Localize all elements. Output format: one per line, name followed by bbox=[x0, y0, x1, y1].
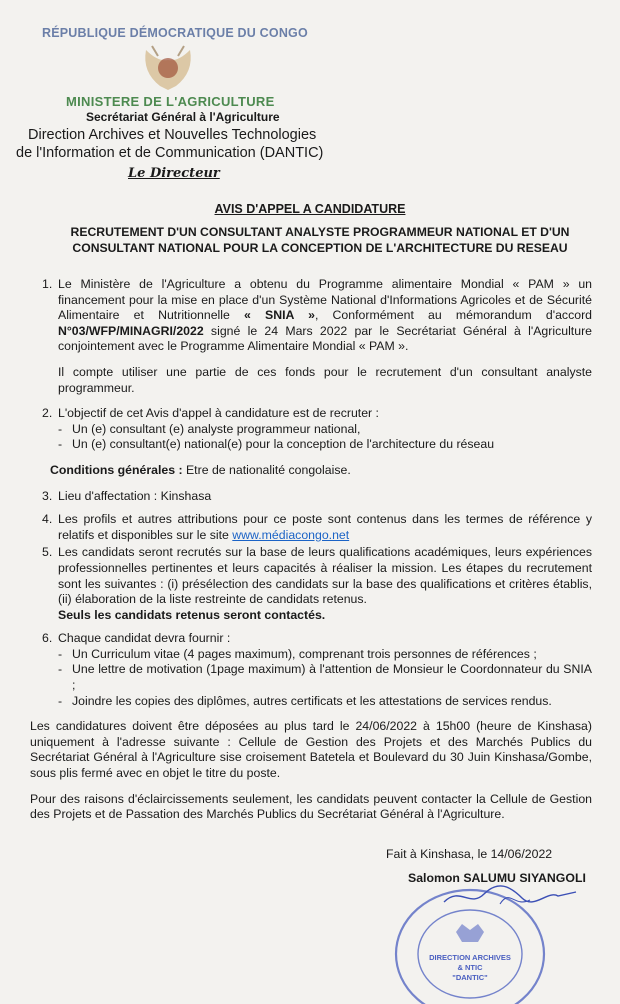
item-text: Le Ministère de l'Agriculture a obtenu du Programme alimentaire Mondial « PAM » un financement pour la mise en place d'un Système National d'Informations Agricoles et de Sécurité Alimentaire et Nutritionnelle bbox=[58, 277, 592, 323]
list-item-1 bbox=[30, 277, 592, 355]
coat-of-arms-icon bbox=[138, 42, 198, 92]
sub-item: - Un (e) consultant (e) analyste programmeur national, bbox=[58, 422, 592, 438]
notice-body bbox=[30, 277, 592, 831]
stamp-line-2: & NTIC bbox=[457, 963, 483, 972]
item-number: 1. bbox=[42, 277, 53, 291]
item-text: , Conformément au mémorandum d'accord bbox=[314, 308, 592, 323]
direction-line-2: de l'Information et de Communication (DANTIC) bbox=[16, 145, 324, 161]
snia-label: « SNIA » bbox=[244, 308, 315, 323]
item-bold-note: Seuls les candidats retenus seront contactés. bbox=[58, 607, 326, 622]
republic-name: RÉPUBLIQUE DÉMOCRATIQUE DU CONGO bbox=[42, 26, 308, 40]
sub-item: - Un (e) consultant(e) national(e) pour la conception de l'architecture du réseau bbox=[58, 437, 592, 453]
item-number: 3. bbox=[42, 488, 53, 503]
item-text: Chaque candidat devra fournir : bbox=[58, 631, 231, 646]
item-text: Lieu d'affectation : Kinshasa bbox=[58, 488, 212, 503]
list-item-2 bbox=[30, 406, 592, 453]
place-date: Fait à Kinshasa, le 14/06/2022 bbox=[386, 847, 553, 861]
item-text: signé le 24 Mars 2022 par le Secrétariat Général à l'Agriculture conjointement avec le Programme Alimentaire Mondial « PAM ». bbox=[58, 323, 592, 354]
memorandum-ref: N°03/WFP/MINAGRI/2022 bbox=[58, 323, 204, 338]
item-text: Les candidats seront recrutés sur la base de leurs qualifications académiques, leurs expériences professionnelles pertinentes et leurs capacités à réaliser la mission. Les étapes du recrutement sont les suivantes : (i) présélection des candidats sur la base des qualifications et critères établis, (ii) élaboration de la liste restreinte de candidats retenus. bbox=[58, 545, 592, 607]
website-link[interactable]: www.médiacongo.net bbox=[232, 527, 350, 542]
signer-name: Salomon SALUMU SIYANGOLI bbox=[408, 871, 586, 885]
sub-item: - Un Curriculum vitae (4 pages maximum), comprenant trois personnes de références ; bbox=[58, 647, 592, 663]
le-directeur: Le Directeur bbox=[128, 166, 220, 181]
item-text: Les profils et autres attributions pour ce poste sont contenus dans les termes de référence y relatifs et disponibles sur le site bbox=[58, 512, 592, 542]
item1-note: Il compte utiliser une partie de ces fonds pour le recrutement d'un consultant analyste programmeur. bbox=[58, 364, 592, 395]
ministry-name: MINISTERE DE L'AGRICULTURE bbox=[66, 94, 275, 109]
deposit-paragraph: Les candidatures doivent être déposées au plus tard le 24/06/2022 à 15h00 (heure de Kinshasa) uniquement à l'adresse suivante : Cellule de Gestion des Projets et des Marchés Publics du Secrétariat Général à l'Agriculture sise croisement Batetela et Boulevard du 30 Juin Kinshasa/Gombe, sous plis fermé avec en objet le titre du poste. bbox=[30, 719, 592, 781]
item-number: 4. bbox=[42, 512, 53, 527]
item-number: 2. bbox=[42, 406, 53, 421]
signature-icon bbox=[440, 882, 580, 912]
contact-paragraph: Pour des raisons d'éclaircissements seulement, les candidats peuvent contacter la Cellule de Gestion des Projets et de Passation des Marchés Publics du Secrétariat Général à l'Agriculture. bbox=[30, 791, 592, 822]
stamp-line-3: "DANTIC" bbox=[452, 973, 488, 982]
conditions-generales bbox=[30, 463, 592, 479]
sub-item: - Joindre les copies des diplômes, autres certificats et les attestations de services rendus. bbox=[58, 694, 592, 710]
item-number: 5. bbox=[42, 545, 53, 560]
list-item-4 bbox=[30, 512, 592, 543]
notice-subject: RECRUTEMENT D'UN CONSULTANT ANALYSTE PROGRAMMEUR NATIONAL ET D'UN CONSULTANT NATIONAL POUR LA CONCEPTION DE L'ARCHITECTURE DU RESEAU bbox=[70, 225, 570, 255]
list-item-5 bbox=[30, 545, 592, 623]
sub-item: - Une lettre de motivation (1page maximum) à l'attention de Monsieur le Coordonnateur du SNIA ; bbox=[58, 662, 592, 693]
secretariat-name: Secrétariat Général à l'Agriculture bbox=[86, 110, 280, 124]
stamp-line-1: DIRECTION ARCHIVES bbox=[429, 953, 511, 962]
list-item-3 bbox=[30, 489, 592, 505]
item-number: 6. bbox=[42, 631, 53, 646]
list-item-6 bbox=[30, 631, 592, 709]
conditions-label: Conditions générales : bbox=[50, 462, 183, 477]
conditions-text: Etre de nationalité congolaise. bbox=[182, 462, 351, 477]
direction-line-1: Direction Archives et Nouvelles Technologies bbox=[28, 127, 317, 143]
notice-title: AVIS D'APPEL A CANDIDATURE bbox=[214, 202, 406, 216]
item-text: L'objectif de cet Avis d'appel à candidature est de recruter : bbox=[58, 406, 379, 421]
